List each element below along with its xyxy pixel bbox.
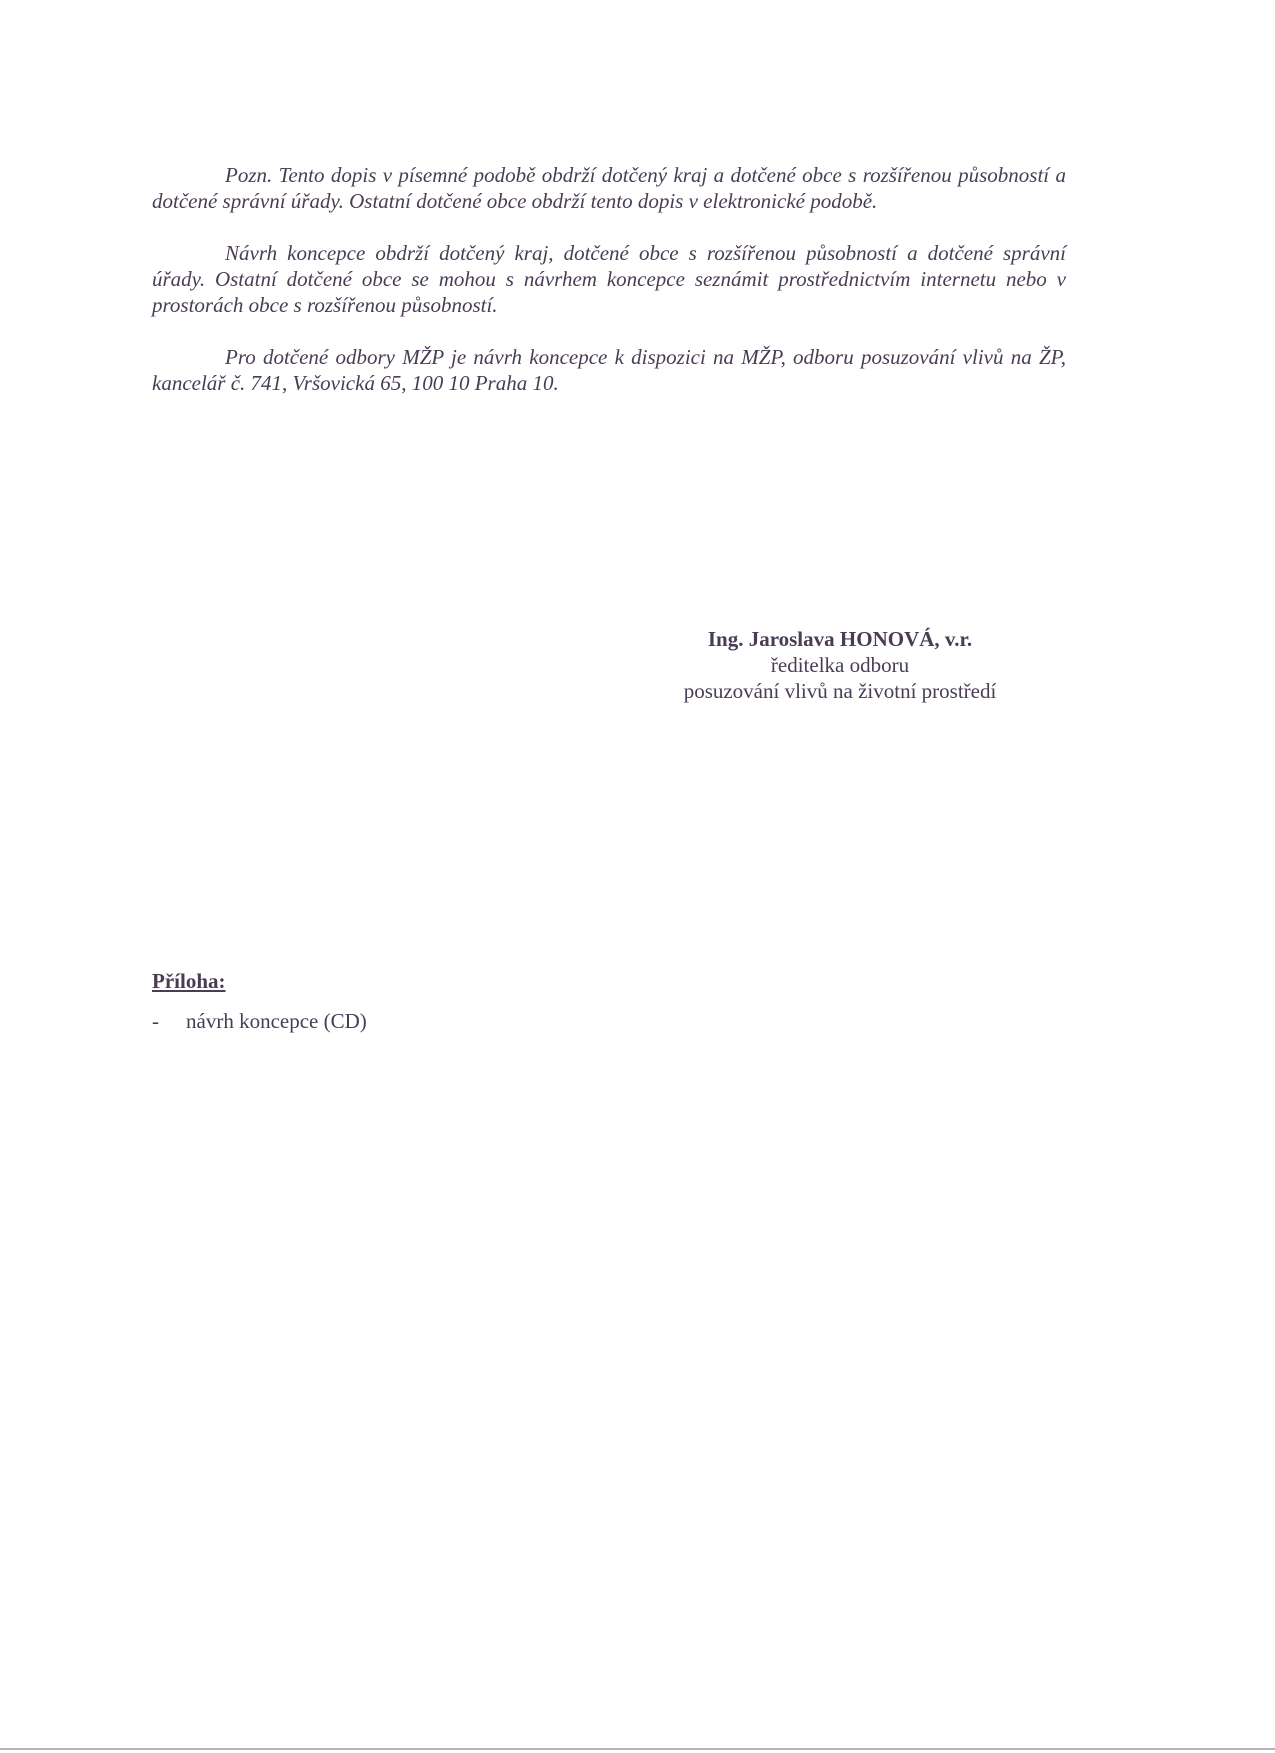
signatory-department: posuzování vlivů na životní prostředí [683,679,997,703]
note-paragraph-concept-distribution: Návrh koncepce obdrží dotčený kraj, dotčené obce s rozšířenou působností a dotčené správní úřady. Ostatní dotčené obce se mohou s návrhem koncepce seznámit prostřednictvím internetu nebo v prostorách obce s rozšířenou působností. [152,241,1066,317]
attachment-item-text: návrh koncepce (CD) [186,1009,367,1033]
notes-section [152,162,1066,422]
attachment-section [152,968,752,1034]
attachment-heading: Příloha: [152,969,226,993]
attachment-item [152,1008,752,1034]
signatory-title: ředitelka odboru [770,653,910,677]
signatory-name: Ing. Jaroslava HONOVÁ, v.r. [707,627,973,651]
scan-edge-line [0,1748,1275,1750]
note-paragraph-ministry-availability: Pro dotčené odbory MŽP je návrh koncepce k dispozici na MŽP, odboru posuzování vlivů na ŽP, kancelář č. 741, Vršovická 65, 100 10 Praha 10. [152,345,1066,395]
note-paragraph-letter-distribution: Pozn. Tento dopis v písemné podobě obdrží dotčený kraj a dotčené obce s rozšířenou působností a dotčené správní úřady. Ostatní dotčené obce obdrží tento dopis v elektronické podobě. [152,163,1066,213]
signature-block [620,626,1060,704]
attachment-bullet: - [152,1009,159,1033]
